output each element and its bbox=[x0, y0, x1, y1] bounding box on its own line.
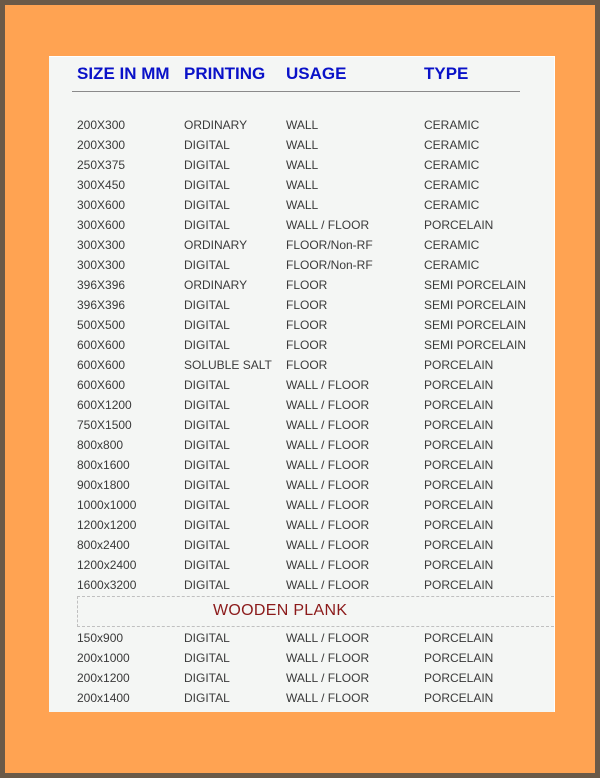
cell-type: PORCELAIN bbox=[424, 438, 494, 452]
cell-usage: FLOOR bbox=[286, 358, 328, 372]
table-row bbox=[0, 155, 600, 175]
cell-size: 1200x1200 bbox=[77, 518, 137, 532]
section-title: WOODEN PLANK bbox=[213, 602, 348, 619]
header-size: SIZE IN MM bbox=[77, 64, 170, 83]
table-row bbox=[0, 535, 600, 555]
cell-printing: ORDINARY bbox=[184, 278, 248, 292]
cell-printing: DIGITAL bbox=[184, 198, 230, 212]
table-row bbox=[0, 555, 600, 575]
cell-printing: DIGITAL bbox=[184, 178, 230, 192]
cell-size: 800x2400 bbox=[77, 538, 130, 552]
cell-usage: FLOOR bbox=[286, 298, 328, 312]
cell-usage: WALL / FLOOR bbox=[286, 631, 370, 645]
cell-printing: DIGITAL bbox=[184, 498, 230, 512]
cell-usage: WALL bbox=[286, 118, 319, 132]
table-row bbox=[0, 175, 600, 195]
cell-type: PORCELAIN bbox=[424, 418, 494, 432]
cell-type: PORCELAIN bbox=[424, 578, 494, 592]
cell-type: CERAMIC bbox=[424, 118, 480, 132]
cell-size: 600X600 bbox=[77, 358, 126, 372]
cell-printing: DIGITAL bbox=[184, 438, 230, 452]
cell-usage: WALL / FLOOR bbox=[286, 378, 370, 392]
cell-type: CERAMIC bbox=[424, 178, 480, 192]
cell-printing: DIGITAL bbox=[184, 378, 230, 392]
cell-size: 600X600 bbox=[77, 378, 126, 392]
cell-type: CERAMIC bbox=[424, 138, 480, 152]
cell-size: 200X300 bbox=[77, 138, 126, 152]
header-printing: PRINTING bbox=[184, 64, 266, 83]
cell-usage: WALL / FLOOR bbox=[286, 458, 370, 472]
cell-size: 250X375 bbox=[77, 158, 126, 172]
table-row bbox=[0, 475, 600, 495]
table-row bbox=[0, 668, 600, 688]
cell-printing: DIGITAL bbox=[184, 398, 230, 412]
cell-usage: WALL bbox=[286, 138, 319, 152]
table-row bbox=[0, 688, 600, 708]
cell-type: CERAMIC bbox=[424, 158, 480, 172]
cell-usage: WALL / FLOOR bbox=[286, 498, 370, 512]
cell-usage: FLOOR bbox=[286, 318, 328, 332]
cell-printing: DIGITAL bbox=[184, 158, 230, 172]
cell-size: 300X600 bbox=[77, 198, 126, 212]
cell-type: PORCELAIN bbox=[424, 478, 494, 492]
cell-type: PORCELAIN bbox=[424, 691, 494, 705]
cell-size: 300X600 bbox=[77, 218, 126, 232]
table-row bbox=[0, 115, 600, 135]
cell-printing: DIGITAL bbox=[184, 218, 230, 232]
cell-printing: DIGITAL bbox=[184, 558, 230, 572]
table-row bbox=[0, 575, 600, 595]
cell-printing: DIGITAL bbox=[184, 631, 230, 645]
header-type: TYPE bbox=[424, 64, 469, 83]
cell-size: 150x900 bbox=[77, 631, 124, 645]
cell-size: 200x1400 bbox=[77, 691, 130, 705]
cell-size: 1000x1000 bbox=[77, 498, 137, 512]
cell-type: PORCELAIN bbox=[424, 631, 494, 645]
cell-usage: WALL bbox=[286, 178, 319, 192]
cell-printing: DIGITAL bbox=[184, 298, 230, 312]
cell-size: 396X396 bbox=[77, 278, 126, 292]
cell-usage: FLOOR bbox=[286, 338, 328, 352]
cell-type: PORCELAIN bbox=[424, 518, 494, 532]
cell-printing: ORDINARY bbox=[184, 118, 248, 132]
table-row bbox=[0, 455, 600, 475]
cell-type: PORCELAIN bbox=[424, 358, 494, 372]
table-row bbox=[0, 435, 600, 455]
cell-type: SEMI PORCELAIN bbox=[424, 278, 527, 292]
cell-type: SEMI PORCELAIN bbox=[424, 298, 527, 312]
cell-usage: WALL / FLOOR bbox=[286, 691, 370, 705]
header-usage: USAGE bbox=[286, 64, 347, 83]
cell-size: 800x800 bbox=[77, 438, 124, 452]
cell-printing: DIGITAL bbox=[184, 691, 230, 705]
cell-size: 600X1200 bbox=[77, 398, 132, 412]
table-row bbox=[0, 415, 600, 435]
cell-type: PORCELAIN bbox=[424, 218, 494, 232]
cell-printing: DIGITAL bbox=[184, 458, 230, 472]
cell-printing: DIGITAL bbox=[184, 651, 230, 665]
table-row bbox=[0, 195, 600, 215]
cell-printing: DIGITAL bbox=[184, 671, 230, 685]
cell-type: CERAMIC bbox=[424, 258, 480, 272]
cell-printing: DIGITAL bbox=[184, 138, 230, 152]
cell-printing: DIGITAL bbox=[184, 418, 230, 432]
cell-size: 600X600 bbox=[77, 338, 126, 352]
cell-type: PORCELAIN bbox=[424, 651, 494, 665]
cell-usage: WALL / FLOOR bbox=[286, 438, 370, 452]
cell-printing: DIGITAL bbox=[184, 258, 230, 272]
cell-printing: DIGITAL bbox=[184, 338, 230, 352]
table-row bbox=[0, 255, 600, 275]
table-row bbox=[0, 295, 600, 315]
table-row bbox=[0, 375, 600, 395]
table-row bbox=[0, 275, 600, 295]
cell-size: 300X300 bbox=[77, 238, 126, 252]
cell-type: PORCELAIN bbox=[424, 558, 494, 572]
cell-usage: FLOOR/Non-RF bbox=[286, 238, 373, 252]
cell-printing: DIGITAL bbox=[184, 318, 230, 332]
table-row bbox=[0, 315, 600, 335]
cell-type: PORCELAIN bbox=[424, 398, 494, 412]
cell-type: PORCELAIN bbox=[424, 538, 494, 552]
cell-printing: ORDINARY bbox=[184, 238, 248, 252]
cell-printing: DIGITAL bbox=[184, 518, 230, 532]
table-header bbox=[77, 64, 537, 84]
cell-usage: WALL / FLOOR bbox=[286, 538, 370, 552]
table-row bbox=[0, 395, 600, 415]
cell-type: PORCELAIN bbox=[424, 671, 494, 685]
cell-printing: SOLUBLE SALT bbox=[184, 358, 272, 372]
cell-size: 300X300 bbox=[77, 258, 126, 272]
cell-usage: WALL / FLOOR bbox=[286, 671, 370, 685]
cell-type: PORCELAIN bbox=[424, 378, 494, 392]
cell-usage: WALL / FLOOR bbox=[286, 578, 370, 592]
table-row bbox=[0, 235, 600, 255]
cell-usage: WALL bbox=[286, 158, 319, 172]
cell-size: 300X450 bbox=[77, 178, 126, 192]
cell-printing: DIGITAL bbox=[184, 478, 230, 492]
table-row bbox=[0, 215, 600, 235]
cell-usage: FLOOR bbox=[286, 278, 328, 292]
table-row bbox=[0, 515, 600, 535]
header-divider bbox=[72, 91, 520, 92]
cell-size: 800x1600 bbox=[77, 458, 130, 472]
cell-usage: WALL / FLOOR bbox=[286, 518, 370, 532]
cell-size: 1600x3200 bbox=[77, 578, 137, 592]
cell-usage: WALL / FLOOR bbox=[286, 418, 370, 432]
cell-printing: DIGITAL bbox=[184, 578, 230, 592]
table-row bbox=[0, 628, 600, 648]
cell-size: 200x1200 bbox=[77, 671, 130, 685]
cell-usage: WALL / FLOOR bbox=[286, 558, 370, 572]
table-row bbox=[0, 335, 600, 355]
cell-size: 750X1500 bbox=[77, 418, 132, 432]
table-row bbox=[0, 495, 600, 515]
cell-usage: WALL bbox=[286, 198, 319, 212]
table-row bbox=[0, 355, 600, 375]
cell-usage: FLOOR/Non-RF bbox=[286, 258, 373, 272]
cell-usage: WALL / FLOOR bbox=[286, 218, 370, 232]
cell-size: 200X300 bbox=[77, 118, 126, 132]
table-row bbox=[0, 648, 600, 668]
cell-type: SEMI PORCELAIN bbox=[424, 318, 527, 332]
cell-type: PORCELAIN bbox=[424, 458, 494, 472]
cell-type: CERAMIC bbox=[424, 198, 480, 212]
wooden-plank-section bbox=[77, 596, 554, 627]
cell-size: 200x1000 bbox=[77, 651, 130, 665]
cell-type: PORCELAIN bbox=[424, 498, 494, 512]
cell-printing: DIGITAL bbox=[184, 538, 230, 552]
cell-type: CERAMIC bbox=[424, 238, 480, 252]
cell-size: 500X500 bbox=[77, 318, 126, 332]
cell-type: SEMI PORCELAIN bbox=[424, 338, 527, 352]
cell-size: 1200x2400 bbox=[77, 558, 137, 572]
cell-usage: WALL / FLOOR bbox=[286, 478, 370, 492]
cell-usage: WALL / FLOOR bbox=[286, 651, 370, 665]
cell-size: 396X396 bbox=[77, 298, 126, 312]
cell-size: 900x1800 bbox=[77, 478, 130, 492]
table-row bbox=[0, 135, 600, 155]
cell-usage: WALL / FLOOR bbox=[286, 398, 370, 412]
